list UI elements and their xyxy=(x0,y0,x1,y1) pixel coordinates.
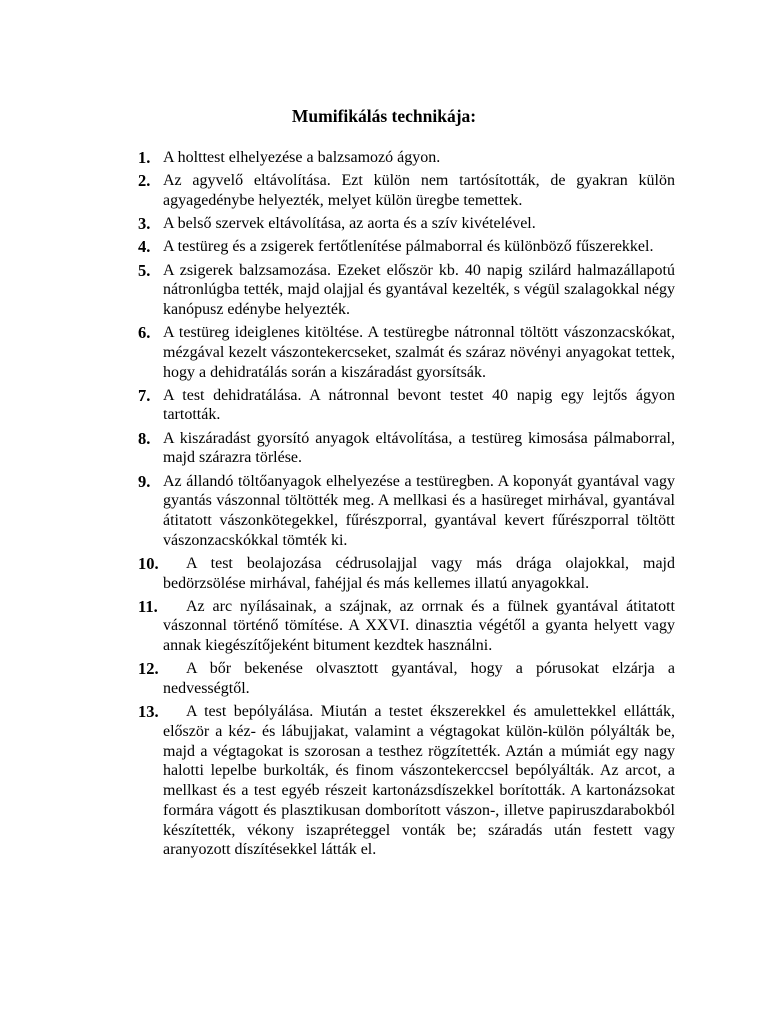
list-item xyxy=(138,554,675,593)
item-text: A testüreg és a zsigerek fertőtlenítése pálmaborral és különböző fűszerekkel. xyxy=(163,238,654,256)
list-item xyxy=(138,323,675,382)
list-item xyxy=(138,214,675,234)
item-text: Az arc nyílásainak, a szájnak, az orrnak és a fülnek gyantával átitatott vászonnal történő tömítése. A XXVI. dinasztia végétől a gyanta helyett vagy annak kiegészítőjeként bitument kezdtek használni. xyxy=(163,597,675,655)
item-text: A test bepólyálása. Miután a testet ékszerekkel és amulettekkel ellátták, először a kéz- és lábujjakat, valamint a végtagokat külön-külön pólyálták be, majd a végtagokat is szorosan a testhez rögzítették. Aztán a múmiát egy nagy halotti lepelbe burkolták, és finom vászontekerccsel bepólyálták. Az arcot, a mellkast és a test egyéb részeit kartonázsdíszekkel borították. A kartonázsokat formára vágott és plasztikusan domborított vászon-, illetve papiruszdarabokból készítették, vékony iszapréteggel vonták be; száradás után festett vagy aranyozott díszítésekkel látták el. xyxy=(163,703,675,859)
technique-steps-list xyxy=(138,148,675,863)
list-item xyxy=(138,659,675,698)
item-text: Az állandó töltőanyagok elhelyezése a testüregben. A koponyát gyantával vagy gyantás vászonnal töltötték meg. A mellkasi és a hasüreget mirhával, gyantával átitatott vászonkötegekkel, fűrészporral, gyantával kevert fűrészporral töltött vászonzacskókkal tömték ki. xyxy=(163,472,675,549)
list-item xyxy=(138,702,675,860)
item-text: A test dehidratálása. A nátronnal bevont testet 40 napig egy lejtős ágyon tartották. xyxy=(163,386,675,424)
list-item xyxy=(138,429,675,468)
document-title: Mumifikálás technikája: xyxy=(291,106,477,126)
list-item xyxy=(138,386,675,425)
item-text: A zsigerek balzsamozása. Ezeket először kb. 40 napig szilárd halmazállapotú nátronlúgba tették, majd olajjal és gyantával kezelték, s végül szalagokkal négy kanópusz edénybe helyezték. xyxy=(163,261,675,318)
list-item xyxy=(138,472,675,551)
item-text: A kiszáradást gyorsító anyagok eltávolítása, a testüreg kimosása pálmaborral, majd szárazra törlése. xyxy=(163,429,675,467)
item-number: 5. xyxy=(138,260,151,280)
item-number: 11. xyxy=(138,596,158,616)
item-number: 12. xyxy=(138,659,159,679)
item-number: 4. xyxy=(138,237,151,257)
item-number: 7. xyxy=(138,385,151,405)
item-number: 13. xyxy=(138,702,159,722)
item-number: 9. xyxy=(138,471,151,491)
item-number: 3. xyxy=(138,214,151,234)
list-item xyxy=(138,171,675,210)
item-text: A test beolajozása cédrusolajjal vagy más drága olajokkal, majd bedörzsölése mirhával, fahéjjal és más kellemes illatú anyagokkal. xyxy=(163,554,675,592)
item-number: 2. xyxy=(138,171,151,191)
item-number: 8. xyxy=(138,428,151,448)
item-text: A bőr bekenése olvasztott gyantával, hogy a pórusokat elzárja a nedvességtől. xyxy=(163,660,675,698)
item-text: A holttest elhelyezése a balzsamozó ágyon. xyxy=(163,149,441,166)
list-item xyxy=(138,261,675,320)
item-number: 1. xyxy=(138,148,151,167)
item-text: Az agyvelő eltávolítása. Ezt külön nem tartósították, de gyakran külön agyagedénybe helyezték, melyet külön üregbe temettek. xyxy=(163,172,675,209)
list-item xyxy=(138,597,675,656)
item-number: 6. xyxy=(138,323,151,343)
item-text: A belső szervek eltávolítása, az aorta és a szív kivételével. xyxy=(163,215,536,233)
item-text: A testüreg ideiglenes kitöltése. A testüregbe nátronnal töltött vászonzacskókat, mézgával kezelt vászontekercseket, szalmát és száraz növényi anyagokat tettek, hogy a dehidratálás során a kiszáradást gyorsítsák. xyxy=(163,324,675,381)
item-number: 10. xyxy=(138,553,159,573)
list-item xyxy=(138,148,675,168)
list-item xyxy=(138,237,675,257)
